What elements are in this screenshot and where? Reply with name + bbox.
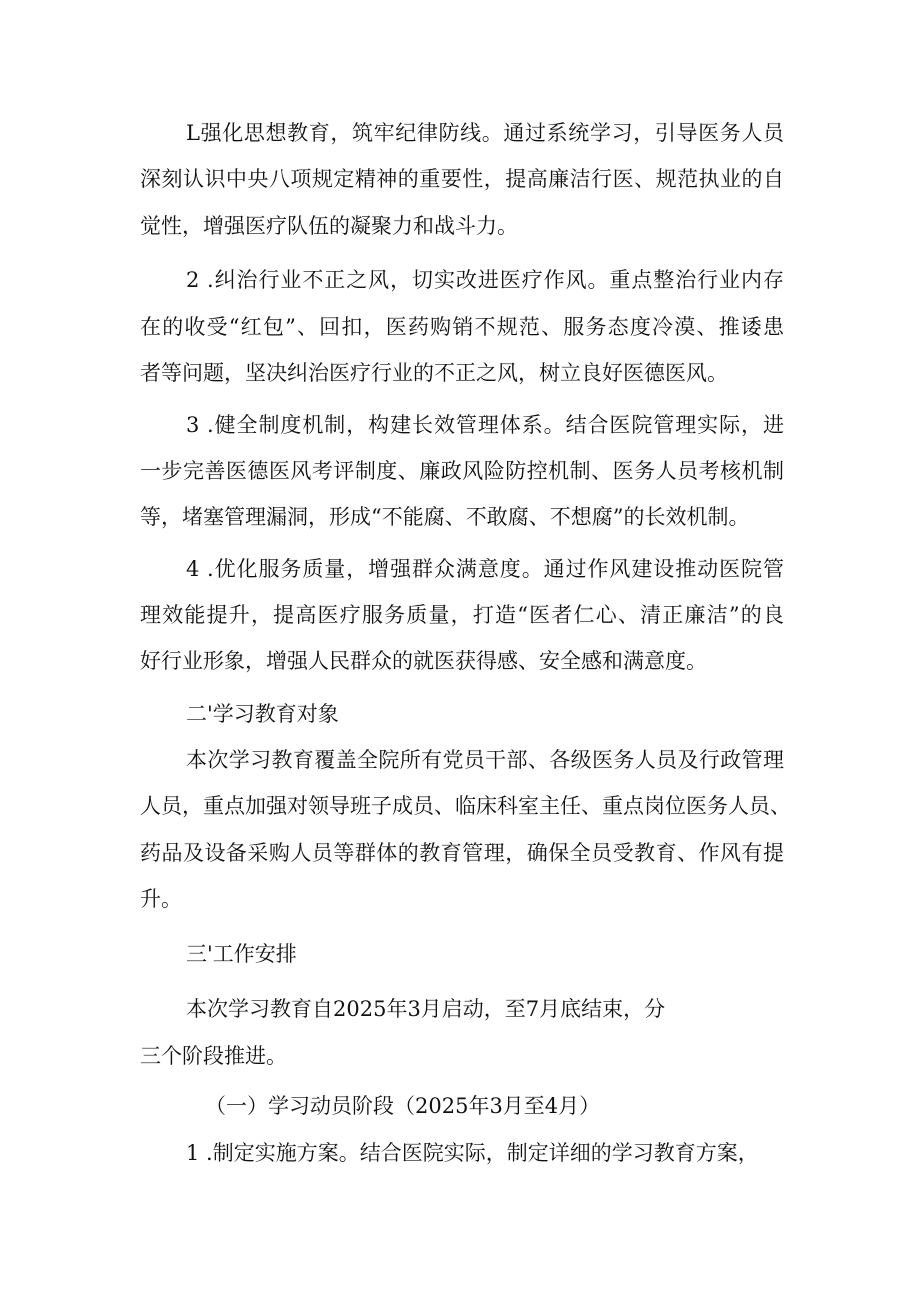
paragraph-6-line-2: 三个阶段推进。	[140, 1044, 287, 1068]
paragraph-1-line-1: L强化思想教育，筑牢纪律防线。通过系统学习，引导医务人员	[186, 121, 784, 145]
paragraph-5-line-1: 本次学习教育覆盖全院所有党员干部、各级医务人员及行政管理	[186, 748, 784, 772]
paragraph-5-line-4: 升。	[140, 887, 182, 911]
paragraph-6-line-1: 本次学习教育自2025年3月启动，至7月底结束，分	[186, 997, 666, 1021]
paragraph-4-line-2: 理效能提升，提高医疗服务质量，打造“医者仁心、清正廉洁”的良	[140, 603, 784, 627]
subsection-heading-1: （一）学习动员阶段（2025年3月至4月）	[205, 1094, 601, 1118]
paragraph-4-line-1: 4 .优化服务质量，增强群众满意度。通过作风建设推动医院管	[186, 557, 784, 581]
section-heading-2: 二'学习教育对象	[186, 702, 339, 726]
paragraph-5-line-3: 药品及设备采购人员等群体的教育管理，确保全员受教育、作风有提	[140, 841, 784, 865]
paragraph-2-line-2: 在的收受“红包”、回扣，医药购销不规范、服务态度冷漠、推诿患	[140, 315, 784, 339]
section-heading-3: 三'工作安排	[186, 942, 297, 966]
paragraph-1-line-2: 深刻认识中央八项规定精神的重要性，提高廉洁行医、规范执业的自	[140, 167, 784, 191]
paragraph-5-line-2: 人员，重点加强对领导班子成员、临床科室主任、重点岗位医务人员、	[140, 794, 791, 818]
paragraph-7-line-1: 1 .制定实施方案。结合医院实际，制定详细的学习教育方案，	[186, 1141, 759, 1165]
paragraph-1-line-3: 觉性，增强医疗队伍的凝聚力和战斗力。	[140, 214, 518, 238]
paragraph-2-line-3: 者等问题，坚决纠治医疗行业的不正之风，树立良好医德医风。	[140, 361, 728, 385]
paragraph-2-line-1: 2 .纠治行业不正之风，切实改进医疗作风。重点整治行业内存	[186, 268, 784, 292]
paragraph-3-line-2: 一步完善医德医风考评制度、廉政风险防控机制、医务人员考核机制	[140, 459, 784, 483]
paragraph-3-line-1: 3 .健全制度机制，构建长效管理体系。结合医院管理实际，进	[186, 413, 784, 437]
paragraph-4-line-3: 好行业形象，增强人民群众的就医获得感、安全感和满意度。	[140, 649, 707, 673]
paragraph-3-line-3: 等，堵塞管理漏洞，形成“不能腐、不敢腐、不想腐”的长效机制。	[140, 505, 750, 529]
